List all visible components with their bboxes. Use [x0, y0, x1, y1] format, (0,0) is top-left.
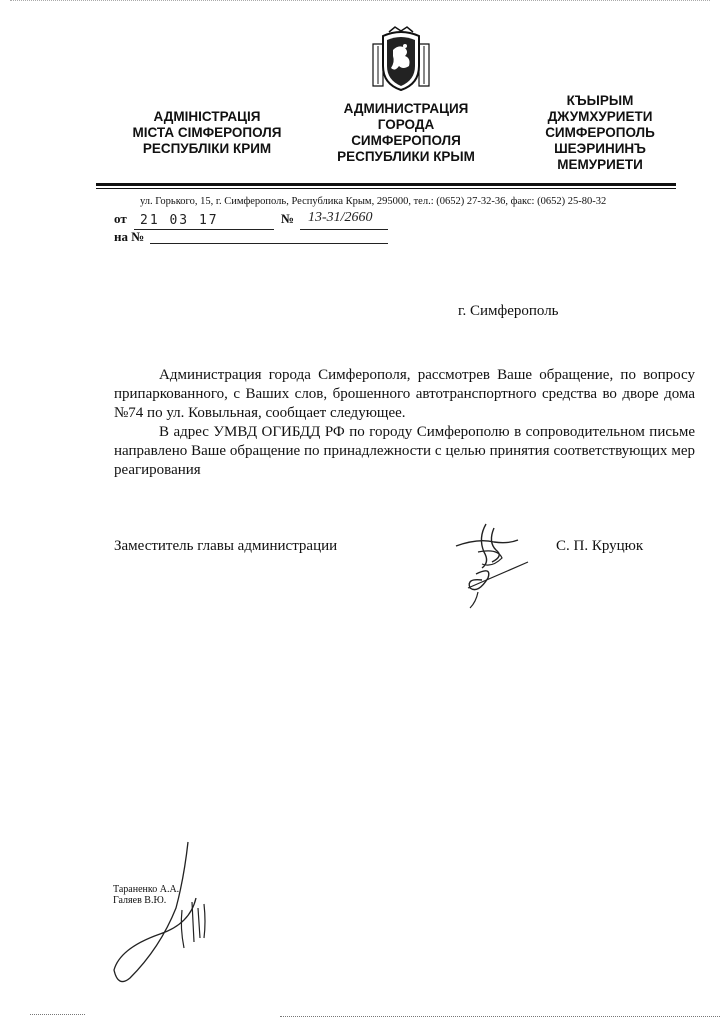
number-value: 13-31/2660 — [308, 210, 373, 225]
header-ukrainian — [112, 109, 302, 157]
city-name: г. Симферополь — [458, 303, 559, 319]
date-value: 21 03 17 — [140, 213, 219, 228]
header-ru-line: ГОРОДА — [377, 117, 435, 132]
header-uk-line: МІСТА СІМФЕРОПОЛЯ — [132, 125, 282, 140]
header-ru-line: АДМИНИСТРАЦИЯ — [343, 101, 469, 116]
scan-edge-top — [10, 0, 710, 3]
header-crimean-tatar — [520, 93, 680, 173]
header-ct-line: КЪЫРЫМ — [566, 93, 634, 108]
number-underline — [300, 229, 388, 230]
executor-name: Галяев В.Ю. — [113, 895, 167, 906]
body-paragraph: Администрация города Симферополя, рассмотрев Ваше обращение, по вопросу припаркованного, с Ваших слов, брошенного автотранспортного средства во дворе дома №74 по ул. Ковыльная, сообщает следующее. — [114, 367, 695, 421]
number-label: № — [281, 211, 295, 226]
header-ct-line: ДЖУМХУРИЕТИ — [547, 109, 653, 124]
signatory-name: С. П. Круцюк — [556, 538, 644, 554]
header-ct-line: СИМФЕРОПОЛЬ — [545, 125, 655, 140]
header-divider-thin — [96, 188, 676, 189]
ref-underline — [150, 243, 388, 244]
header-ru-line: РЕСПУБЛИКИ КРЫМ — [337, 149, 475, 164]
header-ct-line: МЕМУРИЕТИ — [557, 157, 643, 172]
header-russian — [322, 101, 490, 165]
executor-name: Тараненко А.А. — [113, 884, 180, 895]
handwritten-signature-icon — [448, 518, 538, 614]
signatory-title: Заместитель главы администрации — [114, 538, 338, 554]
crimea-coat-of-arms-icon — [369, 26, 433, 92]
address-line: ул. Горького, 15, г. Симферополь, Республика Крым, 295000, тел.: (0652) 27-32-36, факс: (0652) 25-80-32 — [140, 196, 607, 207]
header-ct-line: ШЕЭРИНИНЪ — [554, 141, 646, 156]
scan-edge-bottom-left — [30, 1014, 85, 1016]
date-label: от — [114, 211, 127, 226]
header-divider-thick — [96, 183, 676, 186]
date-underline — [134, 229, 274, 230]
ref-label: на № — [114, 229, 145, 244]
header-uk-line: АДМІНІСТРАЦІЯ — [153, 109, 261, 124]
scan-edge-bottom — [280, 1016, 720, 1018]
executor-signature-icon — [100, 838, 220, 988]
header-uk-line: РЕСПУБЛІКИ КРИМ — [142, 141, 272, 156]
header-ru-line: СИМФЕРОПОЛЯ — [351, 133, 461, 148]
body-paragraph: В адрес УМВД ОГИБДД РФ по городу Симферополю в сопроводительном письме направлено Ваше обращение по принадлежности с целью принятия соответствующих мер реагирования — [114, 424, 695, 478]
